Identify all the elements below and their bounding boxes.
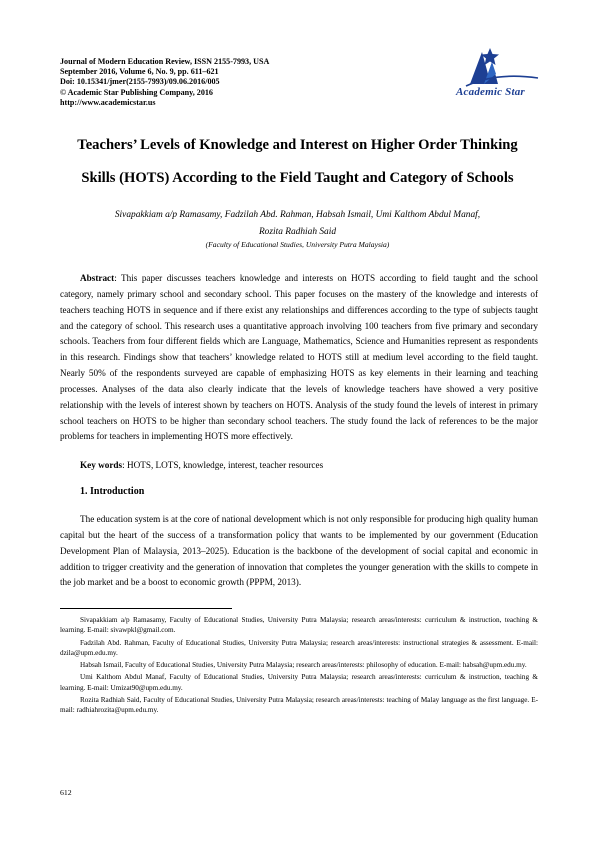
keywords xyxy=(80,460,323,470)
footnotes xyxy=(60,615,538,718)
footnote: Umi Kalthom Abdul Manaf, Faculty of Educational Studies, University Putra Malaysia; research areas/interests: curriculum & instruction, teaching & learning. E-mail: Umizat90@upm.edu.my. xyxy=(60,673,538,692)
journal-doi: Doi: 10.15341/jmer(2155-7993)/09.06.2016/005 xyxy=(60,77,220,87)
journal-header xyxy=(60,57,360,108)
author-list-line-1: Sivapakkiam a/p Ramasamy, Fadzilah Abd. Rahman, Habsah Ismail, Umi Kalthom Abdul Manaf, xyxy=(114,210,481,220)
logo-text: Academic Star xyxy=(456,86,525,98)
footnote: Fadzilah Abd. Rahman, Faculty of Educational Studies, University Putra Malaysia; research areas/interests: instructional strategies & assessment. E-mail: dzila@upm.edu.my. xyxy=(60,638,538,657)
abstract xyxy=(60,271,538,445)
introduction-paragraph: The education system is at the core of national development which is not only responsible for producing high quality human capital but the heart of the success of a transformation policy that wants to be implemented by our government (Education Development Plan of Malaysia, 2013–2025). Education is the backbone of the development of social capital and economic in addition to trigger creativity and the generation of innovation that completes the younger generation with the skills to compete in the job market and be a boost to economic growth (PPPM, 2013). xyxy=(60,514,538,588)
journal-copyright: © Academic Star Publishing Company, 2016 xyxy=(60,87,213,97)
journal-issue: September 2016, Volume 6, No. 9, pp. 611–621 xyxy=(60,67,219,77)
footnote: Sivapakkiam a/p Ramasamy, Faculty of Educational Studies, University Putra Malaysia; research areas/interests: curriculum & instruction, teaching & learning. E-mail: sivawpkl@gmail.com. xyxy=(60,616,538,635)
author-affiliation: (Faculty of Educational Studies, University Putra Malaysia) xyxy=(205,240,390,249)
keywords-label: Key words xyxy=(80,460,123,470)
abstract-text: : This paper discusses teachers knowledge and interests on HOTS according to field taught and the school category, namely primary school and secondary school. This paper focuses on the mastery of the knowledge and interests of teachers teaching HOTS in sequence and if there exist any relationships and differences according to the type of subjects taught and the category of school. This research uses a quantitative approach involving 100 teachers from five primary and secondary schools. Teachers from four different fields which are Language, Mathematics, Science and Humanities represent as respondents in this research. Findings show that teachers’ knowledge related to HOTS still at medium level according to the field taught. Nearly 50% of the respondents surveyed are capable of emphasizing HOTS as key elements in their learning and teaching processes. Analyses of the data also clearly indicate that the levels of knowledge teachers have showed a very positive relationship with the levels of interest shown by teachers on HOTS. Analysis of the study found the levels of interest in primary school teachers on HOTS to be higher than secondary school teachers. The study found the lack of references to be the major problems for teachers in implementing HOTS more effectively. xyxy=(60,273,538,442)
footnote: Habsah Ismail, Faculty of Educational Studies, University Putra Malaysia; research areas/interests: philosophy of education. E-mail: habsah@upm.edu.my. xyxy=(80,661,527,670)
footnote-divider xyxy=(60,608,232,609)
paper-title-line-1: Teachers’ Levels of Knowledge and Interest on Higher Order Thinking xyxy=(77,137,518,153)
journal-url[interactable]: http://www.academicstar.us xyxy=(60,97,156,107)
section-heading-introduction: 1. Introduction xyxy=(80,486,145,497)
journal-name: Journal of Modern Education Review, ISSN 2155-7993, USA xyxy=(60,57,270,66)
author-list-line-2: Rozita Radhiah Said xyxy=(258,227,337,237)
page-number: 612 xyxy=(60,788,72,797)
abstract-label: Abstract xyxy=(80,273,115,283)
keywords-text: : HOTS, LOTS, knowledge, interest, teacher resources xyxy=(122,460,324,470)
footnote: Rozita Radhiah Said, Faculty of Educational Studies, University Putra Malaysia; research areas/interests: teaching of Malay language as the first language. E-mail: radhiahrozita@upm.edu.my. xyxy=(60,696,538,715)
paper-title-line-2: Skills (HOTS) According to the Field Taught and Category of Schools xyxy=(81,170,514,186)
